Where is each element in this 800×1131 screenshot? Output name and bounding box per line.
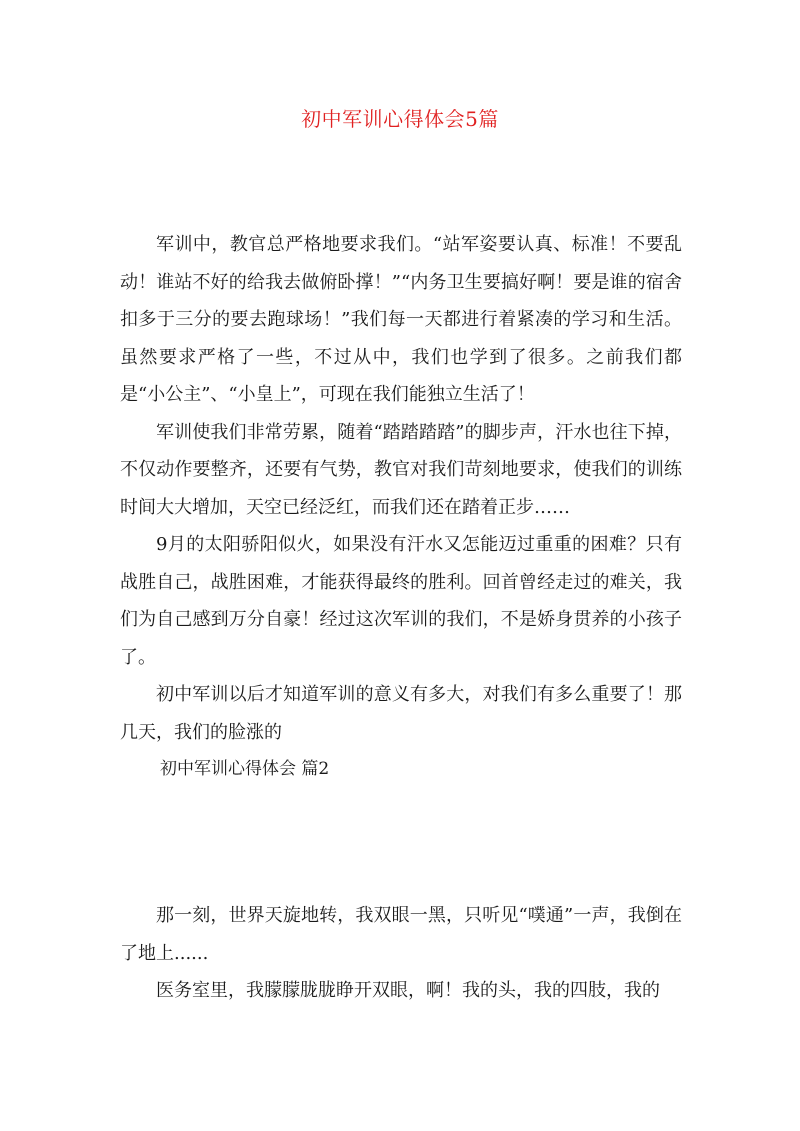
document-title: 初中军训心得体会5篇: [301, 107, 499, 131]
paragraph: 9月的太阳骄阳似火，如果没有汗水又怎能迈过重重的困难？只有战胜自己，战胜困难，才能获得最终的胜利。回首曾经走过的难关，我们为自己感到万分自豪！经过这次军训的我们，不是娇身贯养的小孩子了。: [120, 534, 682, 668]
paragraph: 医务室里，我朦朦胧胧睁开双眼，啊！我的头，我的四肢，我的: [156, 980, 660, 1001]
paragraph: 那一刻，世界天旋地转，我双眼一黑，只听见“噗通”一声，我倒在了地上......: [120, 905, 682, 964]
section-2: [120, 897, 682, 1010]
paragraph: 初中军训以后才知道军训的意义有多大，对我们有多么重要了！那几天，我们的脸涨的: [120, 684, 682, 743]
section-subheading: 初中军训心得体会 篇2: [160, 759, 330, 779]
section-1: [120, 226, 682, 789]
paragraph: 军训使我们非常劳累，随着“踏踏踏踏”的脚步声，汗水也往下掉，不仅动作要整齐，还要有气势，教官对我们苛刻地要求，使我们的训练时间大大增加，天空已经泛红，而我们还在踏着正步……: [120, 421, 682, 518]
paragraph: 军训中，教官总严格地要求我们。“站军姿要认真、标准！不要乱动！谁站不好的给我去做俯卧撑！”“内务卫生要搞好啊！要是谁的宿舍扣多于三分的要去跑球场！”我们每一天都进行着紧凑的学习和生活。虽然要求严格了一些，不过从中，我们也学到了很多。之前我们都是“小公主”、“小皇上”，可现在我们能独立生活了！: [120, 234, 682, 405]
